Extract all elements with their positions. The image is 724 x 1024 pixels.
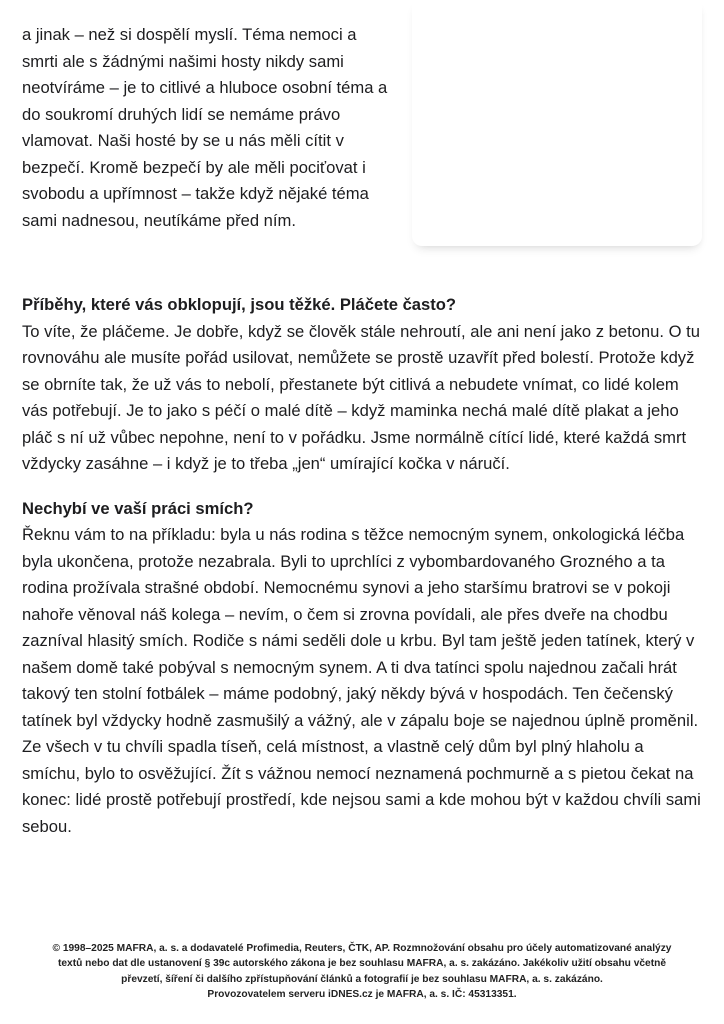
footer-copyright: © 1998–2025 MAFRA, a. s. a dodavatelé Profimedia, Reuters, ČTK, AP. Rozmnožování obsahu pro účely automatizované analýzy textů nebo dat dle ustanovení § 39c autorského zákona je bez souhlasu MAFRA, a. s. zakázáno. Jakékoliv užití obsahu včetně převzetí, šíření či dalšího zpřístupňování článků a fotografií je bez souhlasu MAFRA, a. s. zakázáno.: [52, 943, 672, 985]
footer-operator: Provozovatelem serveru iDNES.cz je MAFRA, a. s. IČ: 45313351.: [207, 989, 517, 1001]
page-footer: [40, 941, 684, 1003]
section-spacer: [22, 478, 704, 496]
interview-section-laughter: [22, 496, 704, 841]
interview-question: Příběhy, které vás obklopují, jsou těžké. Pláčete často?: [22, 295, 457, 314]
sidebar-card: [412, 0, 702, 246]
article-body: [22, 292, 704, 840]
interview-section-crying: [22, 292, 704, 478]
article-intro-column: [22, 22, 394, 234]
interview-question: Nechybí ve vaší práci smích?: [22, 498, 254, 518]
interview-answer: Řeknu vám to na příkladu: byla u nás rodina s těžce nemocným synem, onkologická léčba byla ukončena, protože nezabrala. Byli to uprchlíci z vybombardovaného Grozného a ta rodina prožívala strašné období. Nemocnému synovi a jeho staršímu bratrovi se v pokoji nahoře věnoval náš kolega – nevím, o čem si zrovna povídali, ale přes dveře na chodbu zazníval hlasitý smích. Rodiče s námi seděli dole u krbu. Byl tam ještě jeden tatínek, který v našem domě také pobýval s nemocným synem. A ti dva tatínci spolu najednou začali hrát takový ten stolní fotbálek – máme podobný, jaký někdy bývá v hospodách. Ten čečenský tatínek byl vždycky hodně zasmušilý a vážný, ale v zápalu boje se najednou úplně proměnil. Ze všech v tu chvíli spadla tíseň, celá místnost, a vlastně celý dům byl plný hlaholu a smíchu, bylo to osvěžující. Žít s vážnou nemocí neznamená pochmurně a s pietou čekat na konec: lidé prostě potřebují prostředí, kde nejsou sami a kde mohou být v každou chvíli sami sebou.: [22, 525, 701, 836]
interview-answer: To víte, že pláčeme. Je dobře, když se člověk stále nehroutí, ale ani není jako z betonu. O tu rovnováhu ale musíte pořád usilovat, nemůžete se prostě uzavřít před bolestí. Protože když se obrníte tak, že už vás to nebolí, přestanete být citlivá a nebudete vnímat, co lidé kolem vás potřebují. Je to jako s péčí o malé dítě – když maminka nechá malé dítě plakat a jeho pláč s ní už vůbec nepohne, není to v pořádku. Jsme normálně cítící lidé, které každá smrt vždycky zasáhne – i když je to třeba „jen“ umírající kočka v náručí.: [22, 321, 700, 473]
intro-paragraph: a jinak – než si dospělí myslí. Téma nemoci a smrti ale s žádnými našimi hosty nikdy sami neotvíráme – je to citlivé a hluboce osobní téma a do soukromí druhých lidí se nemáme právo vlamovat. Naši hosté by se u nás měli cítit v bezpečí. Kromě bezpečí by ale měli pociťovat i svobodu a upřímnost – takže když nějaké téma sami nadnesou, neutíkáme před ním.: [22, 25, 388, 230]
